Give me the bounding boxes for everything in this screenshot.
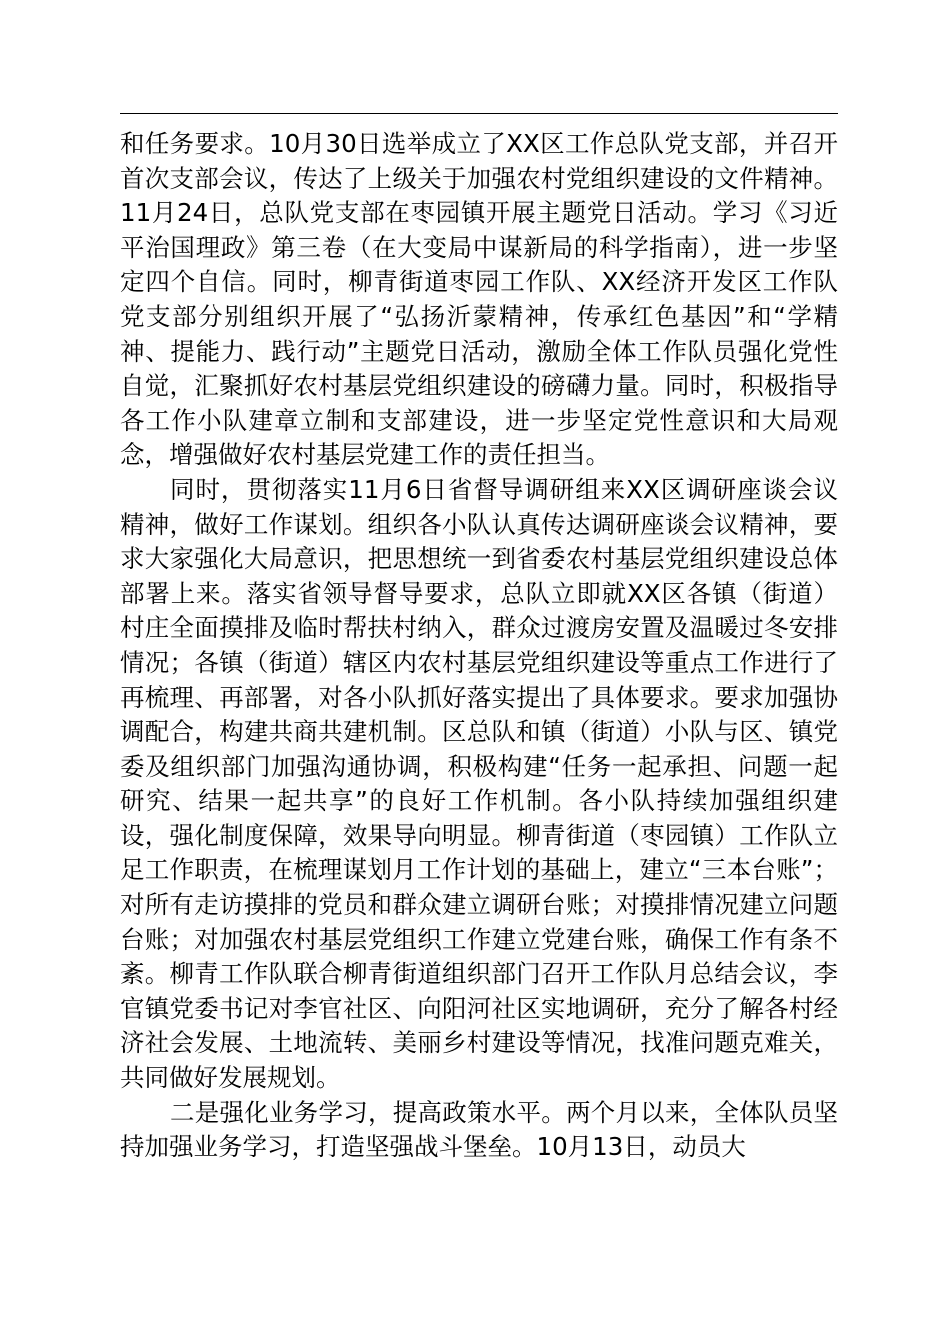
body-text [120, 127, 838, 1165]
header-rule [120, 113, 838, 114]
paragraph-2: 同时，贯彻落实11月6日省督导调研组来XX区调研座谈会议精神，做好工作谋划。组织各小队认真传达调研座谈会议精神，要求大家强化大局意识，把思想统一到省委农村基层党组织建设总体部署上来。落实省领导督导要求，总队立即就XX区各镇（街道）村庄全面摸排及临时帮扶村纳入，群众过渡房安置及温暖过冬安排情况；各镇（街道）辖区内农村基层党组织建设等重点工作进行了再梳理、再部署，对各小队抓好落实提出了具体要求。要求加强协调配合，构建共商共建机制。区总队和镇（街道）小队与区、镇党委及组织部门加强沟通协调，积极构建“任务一起承担、问题一起研究、结果一起共享”的良好工作机制。各小队持续加强组织建设，强化制度保障，效果导向明显。柳青街道（枣园镇）工作队立足工作职责，在梳理谋划月工作计划的基础上，建立“三本台账”；对所有走访摸排的党员和群众建立调研台账；对摸排情况建立问题台账；对加强农村基层党组织工作建立党建台账，确保工作有条不紊。柳青工作队联合柳青街道组织部门召开工作队月总结会议，李官镇党委书记对李官社区、向阳河社区实地调研，充分了解各村经济社会发展、土地流转、美丽乡村建设等情况，找准问题克难关，共同做好发展规划。 [120, 474, 838, 1093]
paragraph-1: 和任务要求。10月30日选举成立了XX区工作总队党支部，并召开首次支部会议，传达了上级关于加强农村党组织建设的文件精神。11月24日，总队党支部在枣园镇开展主题党日活动。学习《习近平治国理政》第三卷（在大变局中谋新局的科学指南），进一步坚定四个自信。同时，柳青街道枣园工作队、XX经济开发区工作队党支部分别组织开展了“弘扬沂蒙精神，传承红色基因”和“学精神、提能力、践行动”主题党日活动，激励全体工作队员强化党性自觉，汇聚抓好农村基层党组织建设的磅礴力量。同时，积极指导各工作小队建章立制和支部建设，进一步坚定党性意识和大局观念，增强做好农村基层党建工作的责任担当。 [120, 129, 838, 470]
paragraph-3: 二是强化业务学习，提高政策水平。两个月以来，全体队员坚持加强业务学习，打造坚强战斗堡垒。10月13日，动员大 [120, 1097, 838, 1162]
